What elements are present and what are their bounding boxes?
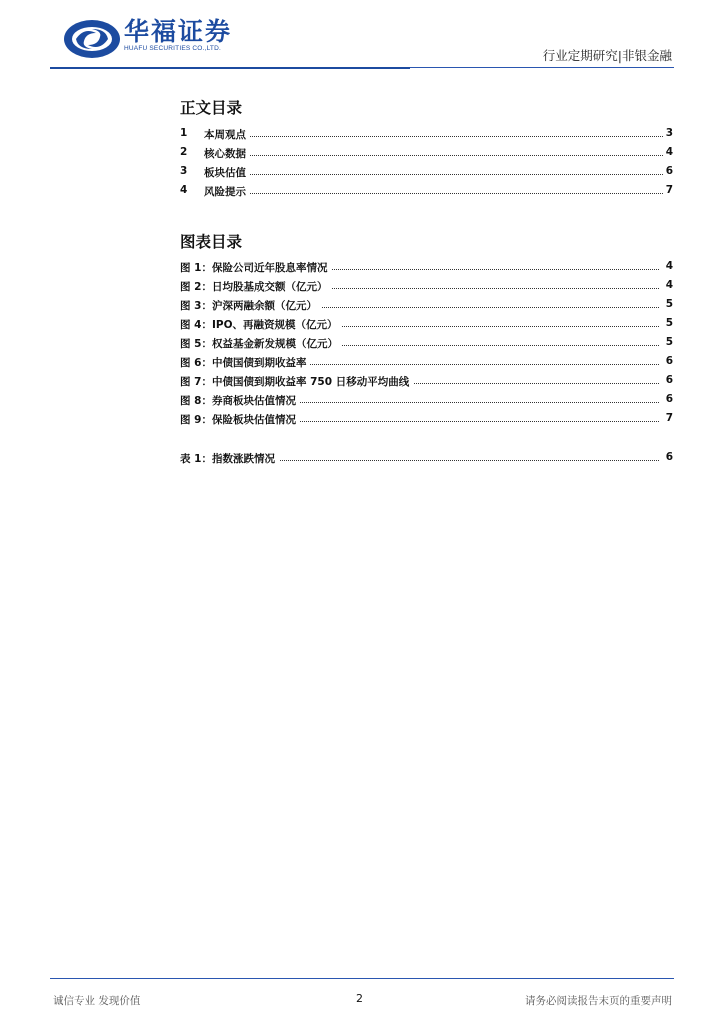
toc-item[interactable]: [180, 184, 673, 200]
figure-item[interactable]: [180, 393, 673, 409]
figure-item[interactable]: [180, 260, 673, 276]
toc-item[interactable]: [180, 165, 673, 181]
dot-leader: [204, 193, 663, 194]
table-item[interactable]: [180, 451, 673, 467]
figure-item-label: 图 7：中债国债到期收益率 750 日移动平均曲线: [180, 374, 413, 389]
toc-item-label: 本周观点: [204, 127, 250, 142]
logo-chinese-name: 华福证券: [124, 17, 233, 46]
figure-item-page: 5: [662, 317, 673, 329]
toc-item-page: 7: [665, 184, 673, 196]
figure-item[interactable]: [180, 412, 673, 428]
figure-item-label: 图 8：券商板块估值情况: [180, 393, 300, 408]
footer-divider: [50, 978, 674, 979]
figure-item-page: 4: [662, 279, 673, 291]
figure-item-page: 6: [662, 393, 673, 405]
figure-item-page: 7: [662, 412, 673, 424]
table-item-label: 表 1：指数涨跌情况: [180, 451, 279, 466]
toc-item[interactable]: [180, 127, 673, 143]
table-item-page: 6: [662, 451, 673, 463]
figure-item[interactable]: [180, 374, 673, 390]
dot-leader: [204, 136, 663, 137]
footer-slogan: 诚信专业 发现价值: [53, 995, 141, 1007]
figure-item-label: 图 2：日均股基成交额（亿元）: [180, 279, 331, 294]
figure-item[interactable]: [180, 298, 673, 314]
huafu-logo-mark-icon: [62, 17, 122, 61]
report-type: 行业定期研究|非银金融: [542, 48, 672, 63]
toc-item-page: 4: [665, 146, 673, 158]
figure-item[interactable]: [180, 279, 673, 295]
figure-item[interactable]: [180, 336, 673, 352]
page-number: 2: [356, 992, 363, 1005]
figure-item-page: 6: [662, 355, 673, 367]
figure-item-label: 图 4：IPO、再融资规模（亿元）: [180, 317, 342, 332]
toc-item[interactable]: [180, 146, 673, 162]
toc-item-label: 核心数据: [204, 146, 250, 161]
header-divider: [50, 67, 674, 68]
figure-item-page: 4: [662, 260, 673, 272]
toc-item-number: 2: [180, 146, 188, 158]
figure-item-page: 6: [662, 374, 673, 386]
toc-item-page: 3: [665, 127, 673, 139]
figure-item-label: 图 5：权益基金新发规模（亿元）: [180, 336, 342, 351]
figure-item-page: 5: [662, 336, 673, 348]
figures-title: 图表目录: [180, 232, 243, 251]
toc-item-page: 6: [665, 165, 673, 177]
figure-item-page: 5: [662, 298, 673, 310]
figure-item-label: 图 1：保险公司近年股息率情况: [180, 260, 331, 275]
figure-item-label: 图 9：保险板块估值情况: [180, 412, 300, 427]
toc-item-label: 板块估值: [204, 165, 250, 180]
figure-item-label: 图 6：中债国债到期收益率: [180, 355, 310, 370]
contents-title: 正文目录: [180, 98, 243, 117]
toc-item-number: 3: [180, 165, 188, 177]
footer-disclaimer: 请务必阅读报告末页的重要声明: [525, 995, 672, 1007]
dot-leader: [204, 174, 663, 175]
figure-item-label: 图 3：沪深两融余额（亿元）: [180, 298, 321, 313]
dot-leader: [204, 155, 663, 156]
figure-item[interactable]: [180, 355, 673, 371]
figure-item[interactable]: [180, 317, 673, 333]
logo-english-name: HUAFU SECURITIES CO.,LTD.: [124, 45, 221, 52]
toc-item-number: 4: [180, 184, 188, 196]
toc-item-label: 风险提示: [204, 184, 250, 199]
toc-item-number: 1: [180, 127, 188, 139]
